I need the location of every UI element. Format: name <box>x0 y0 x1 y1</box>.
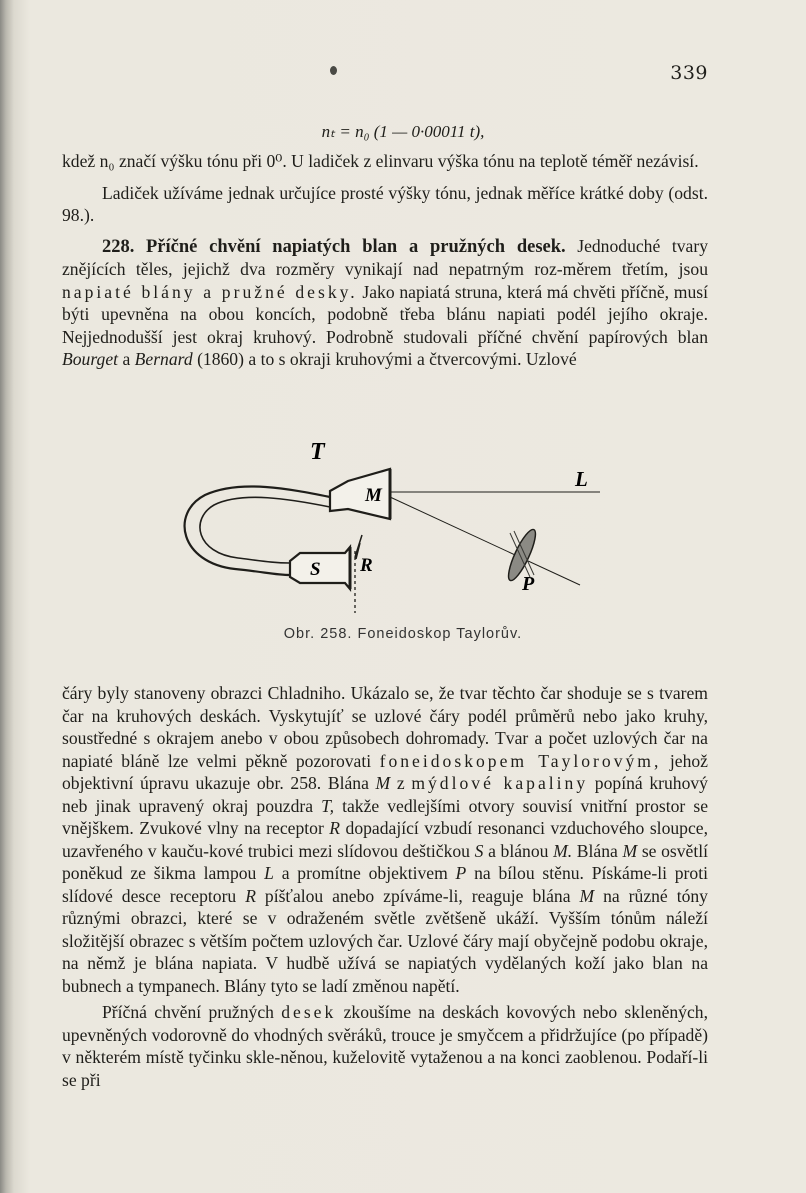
label-t: T <box>310 439 325 465</box>
symbol-m: M. <box>553 840 573 861</box>
section-title: Příčné chvění napiatých blan a pružných desek. <box>145 236 566 257</box>
light-ray-p <box>390 497 580 585</box>
paragraph-last <box>62 1001 708 1091</box>
text-block-top <box>62 150 708 371</box>
section-text-1: Jednoduché tvary znějících těles, jejichž dva rozměry vynikají nad nepatrným roz-měrem třetím, jsou <box>62 235 709 279</box>
body-text-c: jehož objektivní úpravu ukazuje obr. 258. Blána <box>62 750 708 793</box>
author-bourget: Bourget <box>62 349 119 369</box>
last-text-a: Příčná chvění pružných <box>102 1002 274 1022</box>
body-text-n: píšťalou anebo zpíváme-li, reaguje blána <box>264 885 571 906</box>
last-text-c: zkoušíme na deskách kovových nebo skleněných, upevněných vodorovně do vhodných svěráků, trouce je smyčcem a přidržujíce (po případě) v některém místě tyčinku skle-něnou, kuželovitě vytaženou a na konci zaoblenou. Podaří-li se při <box>62 1002 708 1090</box>
symbol-l: L <box>264 863 274 883</box>
body-text-o: na různé tóny různými obrazci, které se v odraženém světle zvětšeně ukáží. Vyšším tónům náleží složitější obrazec s větším počtem uzlových čar. Uzlové čáry mají obyčejně podobu okraje, na němž je blána napiata. V hudbě užívá se napiatých vydělaných koží jako blan na bubnech a tympanech. Blány tyto se ladí změnou napětí. <box>62 885 708 996</box>
body-spaced-kapaliny: mýdlové kapaliny <box>411 773 589 793</box>
body-text-d: z <box>396 773 405 793</box>
symbol-s: S <box>474 840 484 861</box>
last-spaced-desek: desek <box>281 1002 337 1022</box>
body-text-l: a promítne objektivem <box>281 863 448 883</box>
paragraph-body <box>62 682 708 997</box>
body-text-j: Blána <box>576 840 618 861</box>
symbol-m: M <box>622 840 638 861</box>
page-number: 339 <box>670 62 708 84</box>
symbol-r: R <box>329 818 341 838</box>
section-spaced-term: napiaté blány a pružné desky. <box>62 281 358 302</box>
section-228 <box>62 235 708 371</box>
ink-dot <box>330 66 337 75</box>
symbol-m: M <box>579 885 595 906</box>
body-text-a: čáry byly stanoveny obrazci Chladniho. Ukázalo se, že tvar těchto čar shoduje se s tvarem čar na kruhových deskách. Vyskytujíť se uzlové čáry podél průměrů nebo jako kruhy, soustředné s okrajem anebo v obou způsobech dohromady. Tvar a počet uzlových čar na napiaté bláně lze velmi pěkně pozorovati <box>62 683 708 771</box>
symbol-p: P <box>455 863 467 883</box>
label-r: R <box>360 555 373 576</box>
symbol-m: M <box>375 773 391 793</box>
conjunction: a <box>122 349 131 369</box>
body-text-h: dopadající vzbudí resonanci vzduchového sloupce, uzavřeného v kauču-kové trubici mezi slídovou deštičkou <box>62 818 708 861</box>
symbol-t: T, <box>321 795 335 816</box>
label-p: P <box>522 573 535 595</box>
symbol-r: R <box>245 885 256 906</box>
body-text-m: na bílou stěnu. Pískáme-li proti slídové desce receptoru <box>62 863 708 906</box>
paragraph-1: kdež n₀ značí výšku tónu při 0⁰. U ladiček z elinvaru výška tónu na teplotě téměř nezávisí. <box>62 151 699 171</box>
paragraph-2: Ladiček užíváme jednak určujíce prosté výšky tónu, jednak měříce krátké doby (odst. 98.). <box>62 182 708 225</box>
section-text-2: Jako napiatá struna, která má chvěti příčně, musí býti upevněna na obou koncích, podobně třeba blánu napiati podél jejího okraje. Nejjednodušší jest okraj kruhový. Podrobně studovali příčné chvění papírových blan <box>62 281 708 347</box>
section-number: 228. <box>102 236 135 257</box>
author-bernard: Bernard <box>134 349 193 369</box>
section-text-3: (1860) a to s okraji kruhovými a čtvercovými. Uzlové <box>197 349 577 369</box>
body-text-g: takže vedlejšími otvory souvisí vnitřní prostor se vnějškem. Zvukové vlny na receptor <box>62 795 708 838</box>
text-block-bottom <box>62 682 708 1091</box>
figure-caption: Obr. 258. Foneidoskop Taylorův. <box>283 626 523 642</box>
label-m: M <box>365 485 382 506</box>
figure-foneidoskop <box>150 435 630 625</box>
body-text-i: a blánou <box>488 840 549 861</box>
label-s: S <box>310 559 321 580</box>
body-text-k: se osvětlí poněkud ze šikma lampou <box>62 840 709 883</box>
formula: nₜ = n₀ (1 — 0·00011 t), <box>321 122 485 141</box>
body-spaced-foneidoskop: foneidoskopem Taylorovým, <box>379 750 662 771</box>
label-l: L <box>575 467 588 491</box>
body-text-f: popíná kruhový neb jinak upravený okraj pouzdra <box>62 773 708 816</box>
